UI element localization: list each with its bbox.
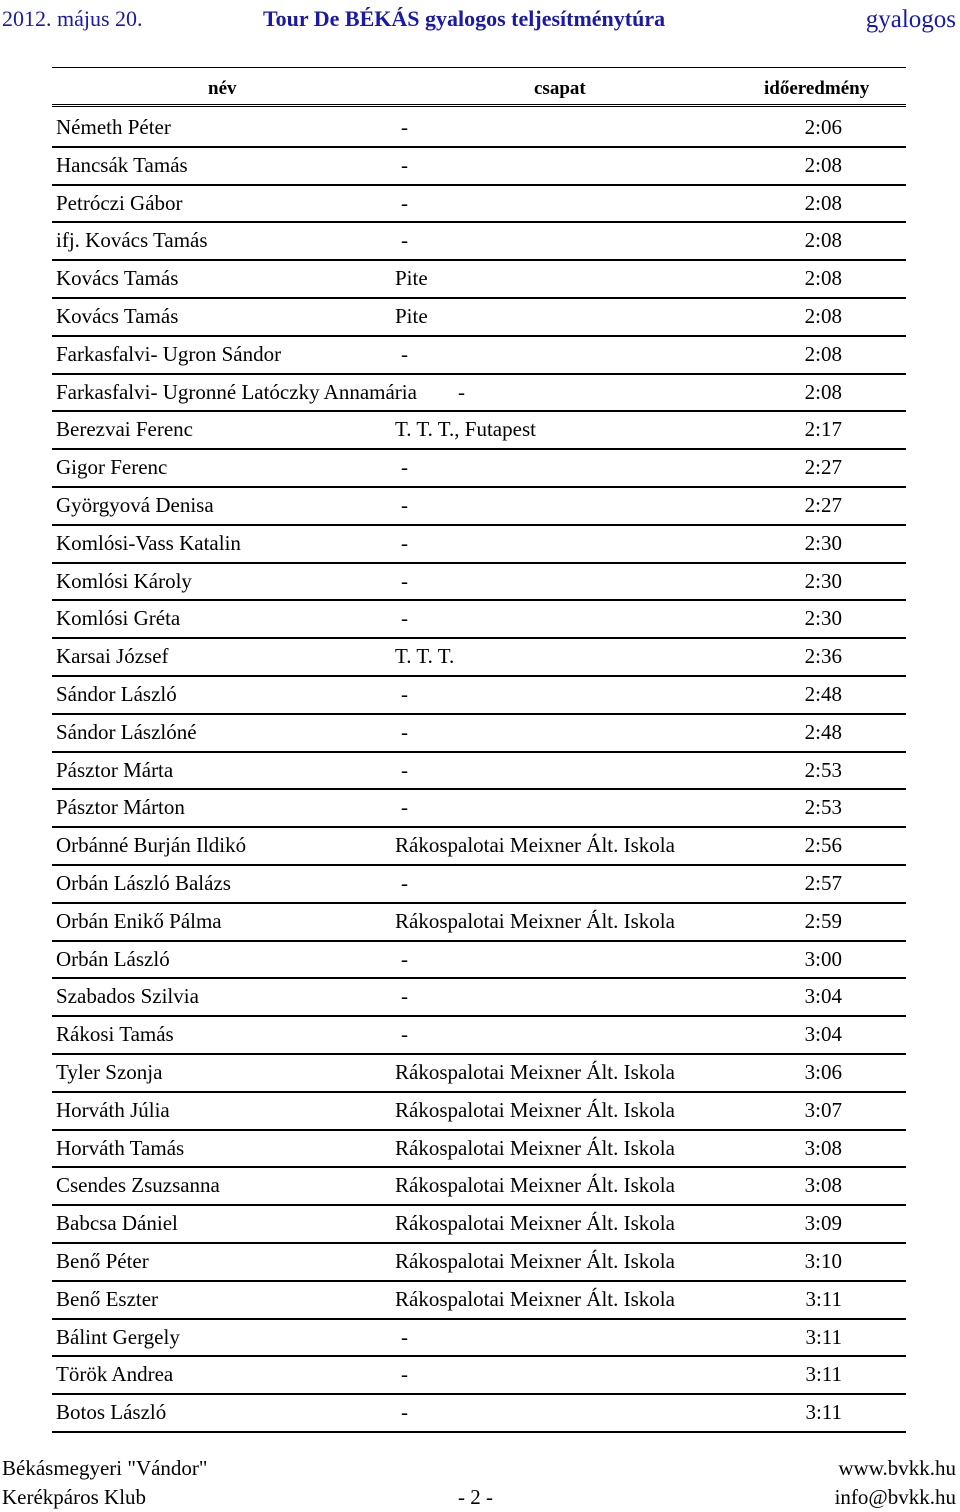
- cell-time: 2:06: [804, 115, 842, 139]
- cell-time: 2:30: [804, 568, 842, 593]
- cell-name: Kovács Tamás: [56, 266, 179, 291]
- cell-time: 2:53: [804, 757, 842, 782]
- club-name-line2: Kerékpáros Klub: [2, 1485, 147, 1509]
- table-header: [52, 76, 906, 104]
- cell-name: Orbán László Balázs: [56, 870, 231, 895]
- cell-name: Horváth Júlia: [56, 1097, 170, 1122]
- table-header-rule: [52, 104, 906, 107]
- cell-time: 2:30: [804, 606, 842, 631]
- event-category: gyalogos: [865, 6, 956, 33]
- cell-team: -: [401, 984, 408, 1009]
- cell-time: 3:11: [805, 1286, 842, 1311]
- cell-time: 3:11: [805, 1362, 842, 1387]
- cell-team: -: [401, 492, 408, 517]
- table-row: [52, 450, 906, 488]
- event-title: Tour De BÉKÁS gyalogos teljesítménytúra: [263, 6, 666, 31]
- table-row: [52, 564, 906, 602]
- cell-name: Tyler Szonja: [56, 1059, 163, 1084]
- cell-time: 3:07: [804, 1097, 842, 1122]
- cell-name: Györgyová Denisa: [56, 492, 214, 517]
- cell-team: -: [401, 1022, 408, 1047]
- cell-time: 2:08: [804, 379, 842, 404]
- cell-time: 2:08: [804, 303, 842, 328]
- cell-team: Pite: [395, 303, 428, 328]
- cell-team: Rákospalotai Meixner Ált. Iskola: [395, 908, 675, 933]
- table-row: [52, 1244, 906, 1282]
- cell-time: 2:53: [804, 795, 842, 820]
- cell-time: 3:06: [804, 1059, 842, 1084]
- cell-team: -: [401, 190, 408, 215]
- table-row: [52, 488, 906, 526]
- table-row: [52, 526, 906, 564]
- cell-name: Hancsák Tamás: [56, 152, 188, 177]
- cell-team: T. T. T.: [395, 644, 455, 669]
- table-row: [52, 148, 906, 186]
- table-row: [52, 828, 906, 866]
- cell-team: -: [401, 1400, 408, 1425]
- cell-name: Orbán Enikő Pálma: [56, 908, 222, 933]
- cell-name: Botos László: [56, 1400, 167, 1425]
- cell-time: 2:57: [804, 870, 842, 895]
- cell-time: 2:08: [804, 190, 842, 215]
- cell-team: -: [401, 1362, 408, 1387]
- cell-team: -: [401, 606, 408, 631]
- table-top-rule: [52, 67, 906, 68]
- cell-name: Rákosi Tamás: [56, 1022, 174, 1047]
- table-row: [52, 1131, 906, 1169]
- cell-team: -: [401, 681, 408, 706]
- table-row: [52, 753, 906, 791]
- table-row: [52, 904, 906, 942]
- cell-time: 3:04: [804, 1022, 842, 1047]
- club-name-line1: Békásmegyeri "Vándor": [2, 1456, 208, 1480]
- cell-time: 2:08: [804, 341, 842, 366]
- table-row: [52, 1017, 906, 1055]
- cell-name: Szabados Szilvia: [56, 984, 199, 1009]
- table-row: [52, 1168, 906, 1206]
- cell-team: -: [458, 379, 465, 404]
- cell-name: Farkasfalvi- Ugronné Latóczky Annamária: [56, 379, 417, 404]
- cell-team: Rákospalotai Meixner Ált. Iskola: [395, 1248, 675, 1273]
- table-row: [52, 1206, 906, 1244]
- cell-team: -: [401, 152, 408, 177]
- table-row: [52, 677, 906, 715]
- cell-time: 3:08: [804, 1135, 842, 1160]
- cell-team: Rákospalotai Meixner Ált. Iskola: [395, 1211, 675, 1236]
- club-email: info@bvkk.hu: [834, 1485, 956, 1509]
- cell-time: 2:59: [804, 908, 842, 933]
- cell-time: 3:04: [804, 984, 842, 1009]
- cell-time: 2:08: [804, 152, 842, 177]
- table-row: [52, 375, 906, 413]
- cell-team: Rákospalotai Meixner Ált. Iskola: [395, 1135, 675, 1160]
- cell-name: ifj. Kovács Tamás: [56, 228, 208, 253]
- cell-time: 3:09: [804, 1211, 842, 1236]
- table-row: [52, 337, 906, 375]
- cell-time: 2:56: [804, 833, 842, 858]
- results-table: [52, 110, 906, 1433]
- cell-name: Pásztor Márta: [56, 757, 174, 782]
- cell-name: Benő Eszter: [56, 1286, 159, 1311]
- cell-team: -: [401, 719, 408, 744]
- cell-name: Farkasfalvi- Ugron Sándor: [56, 341, 282, 366]
- table-row: [52, 299, 906, 337]
- cell-time: 2:08: [804, 228, 842, 253]
- column-header-team: csapat: [534, 78, 586, 99]
- cell-name: Bálint Gergely: [56, 1324, 180, 1349]
- table-row: [52, 639, 906, 677]
- cell-team: -: [401, 795, 408, 820]
- table-row: [52, 1320, 906, 1358]
- cell-name: Komlósi-Vass Katalin: [56, 530, 241, 555]
- cell-time: 3:08: [804, 1173, 842, 1198]
- table-row: [52, 110, 906, 148]
- cell-time: 2:27: [804, 455, 842, 480]
- table-row: [52, 866, 906, 904]
- table-row: [52, 601, 906, 639]
- cell-name: Orbánné Burján Ildikó: [56, 833, 247, 858]
- cell-team: T. T. T., Futapest: [395, 417, 536, 442]
- cell-time: 2:30: [804, 530, 842, 555]
- cell-name: Sándor Lászlóné: [56, 719, 197, 744]
- cell-team: -: [401, 568, 408, 593]
- table-row: [52, 1282, 906, 1320]
- cell-team: Pite: [395, 266, 428, 291]
- cell-team: Rákospalotai Meixner Ált. Iskola: [395, 1059, 675, 1084]
- cell-team: -: [401, 757, 408, 782]
- table-row: [52, 261, 906, 299]
- cell-name: Pásztor Márton: [56, 795, 185, 820]
- cell-time: 3:00: [804, 946, 842, 971]
- table-row: [52, 1395, 906, 1433]
- cell-name: Csendes Zsuzsanna: [56, 1173, 220, 1198]
- cell-name: Komlósi Gréta: [56, 606, 181, 631]
- table-row: [52, 715, 906, 753]
- table-row: [52, 942, 906, 980]
- cell-name: Petróczi Gábor: [56, 190, 183, 215]
- cell-time: 3:10: [804, 1248, 842, 1273]
- cell-time: 2:36: [804, 644, 842, 669]
- page-footer: [0, 1452, 960, 1512]
- cell-name: Horváth Tamás: [56, 1135, 185, 1160]
- cell-name: Babcsa Dániel: [56, 1211, 178, 1236]
- cell-team: -: [401, 341, 408, 366]
- cell-time: 3:11: [805, 1400, 842, 1425]
- table-row: [52, 979, 906, 1017]
- cell-team: Rákospalotai Meixner Ált. Iskola: [395, 1097, 675, 1122]
- cell-team: -: [401, 870, 408, 895]
- club-website: www.bvkk.hu: [838, 1456, 956, 1480]
- cell-team: -: [401, 228, 408, 253]
- table-row: [52, 412, 906, 450]
- cell-time: 2:17: [804, 417, 842, 442]
- cell-team: Rákospalotai Meixner Ált. Iskola: [395, 1173, 675, 1198]
- cell-time: 3:11: [805, 1324, 842, 1349]
- table-row: [52, 223, 906, 261]
- cell-name: Berezvai Ferenc: [56, 417, 194, 442]
- cell-team: -: [401, 1324, 408, 1349]
- cell-team: -: [401, 115, 408, 139]
- cell-time: 2:48: [804, 681, 842, 706]
- cell-name: Török Andrea: [56, 1362, 174, 1387]
- cell-name: Benő Péter: [56, 1248, 149, 1273]
- column-header-time: időeredmény: [764, 78, 870, 99]
- cell-name: Németh Péter: [56, 115, 171, 139]
- cell-team: Rákospalotai Meixner Ált. Iskola: [395, 833, 675, 858]
- table-row: [52, 186, 906, 224]
- cell-name: Gigor Ferenc: [56, 455, 168, 480]
- page-header: [0, 0, 960, 40]
- cell-name: Sándor László: [56, 681, 177, 706]
- event-date: 2012. május 20.: [2, 6, 143, 31]
- cell-team: -: [401, 946, 408, 971]
- cell-team: -: [401, 530, 408, 555]
- table-row: [52, 1093, 906, 1131]
- cell-team: Rákospalotai Meixner Ált. Iskola: [395, 1286, 675, 1311]
- cell-time: 2:48: [804, 719, 842, 744]
- table-row: [52, 790, 906, 828]
- cell-time: 2:27: [804, 492, 842, 517]
- cell-time: 2:08: [804, 266, 842, 291]
- column-header-name: név: [208, 78, 237, 99]
- cell-name: Karsai József: [56, 644, 169, 669]
- cell-team: -: [401, 455, 408, 480]
- table-row: [52, 1055, 906, 1093]
- cell-name: Komlósi Károly: [56, 568, 192, 593]
- page-number: - 2 -: [458, 1485, 493, 1509]
- cell-name: Orbán László: [56, 946, 170, 971]
- cell-name: Kovács Tamás: [56, 303, 179, 328]
- table-row: [52, 1357, 906, 1395]
